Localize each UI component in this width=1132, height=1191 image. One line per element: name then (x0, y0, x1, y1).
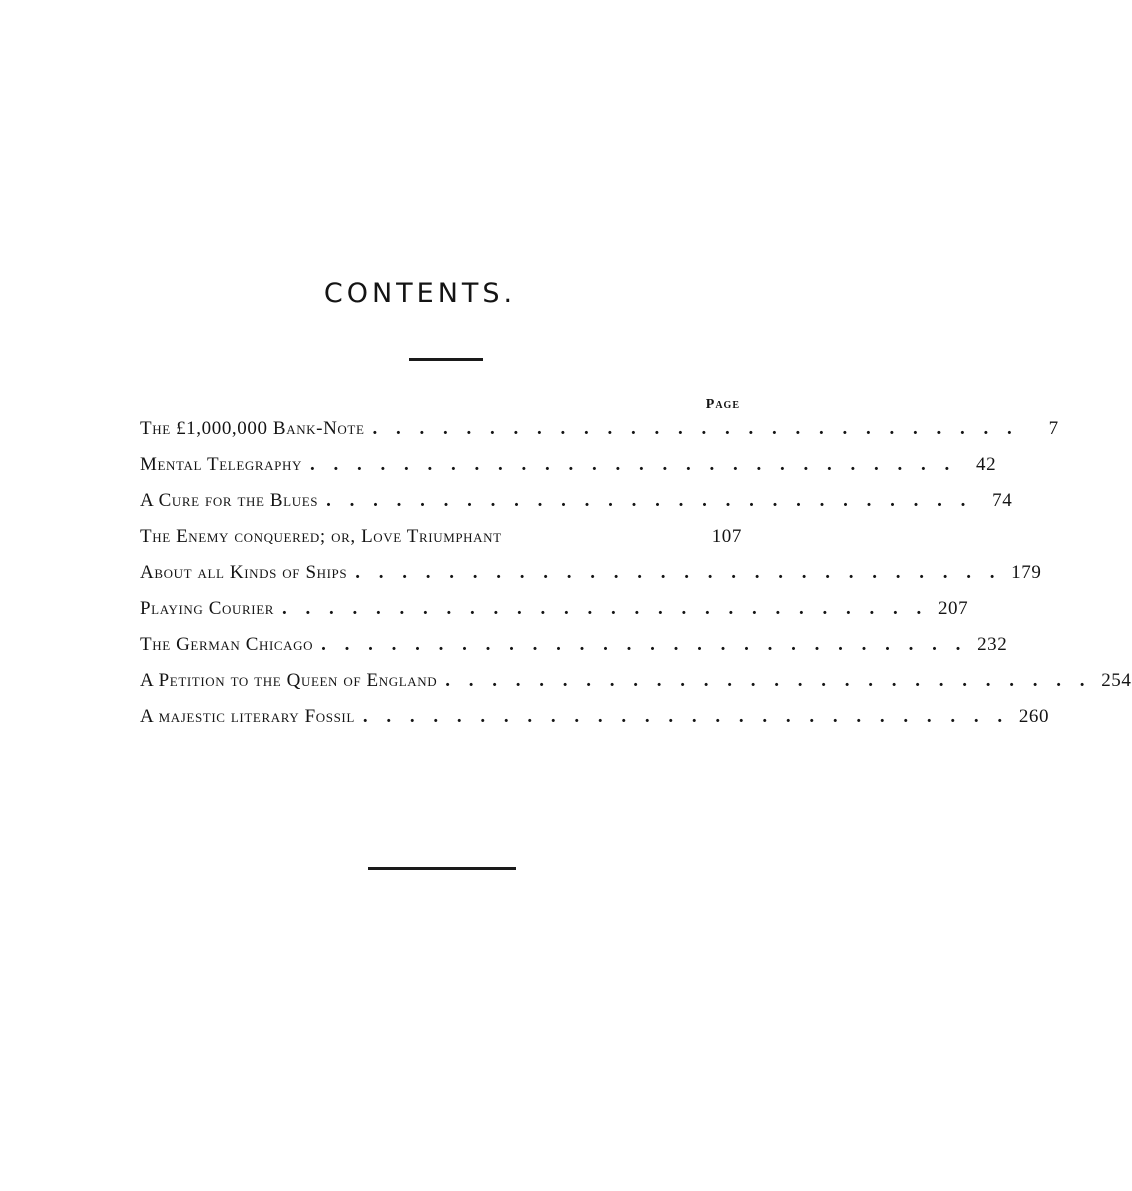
toc-entry-page: 42 (976, 454, 997, 475)
toc-entry-page: 7 (1048, 418, 1059, 439)
toc-entry-title: A majestic literary Fossil (140, 706, 355, 727)
toc-entry-page: 207 (937, 598, 969, 619)
toc-entry-title: About all Kinds of Ships (140, 562, 348, 583)
toc-entry-title: Playing Courier (140, 598, 275, 619)
toc-entry[interactable] (140, 562, 1042, 598)
divider-top (409, 358, 483, 361)
toc-entry-page: 260 (1018, 706, 1050, 727)
toc-entry[interactable] (140, 634, 1008, 670)
dot-leader: . . . . . . . . . . . . . . . . . . . . . . . . . . . . (321, 634, 968, 655)
page-title: CONTENTS. (323, 278, 517, 309)
dot-leader: . . . . . . . . . . . . . . . . . . . . . . . . . . . . (326, 490, 973, 511)
toc-entry[interactable] (140, 454, 997, 490)
toc-entry[interactable] (140, 670, 1132, 706)
toc-entry[interactable] (140, 526, 742, 562)
toc-entry-title: Mental Telegraphy (140, 454, 302, 475)
toc-entry-page: 254 (1101, 670, 1132, 691)
toc-entry-title: The Enemy conquered; or, Love Triumphant (140, 526, 502, 547)
toc-entry[interactable] (140, 598, 969, 634)
dot-leader: . . . . . . . . . . . . . . . . . . . . . . . . . . . . (355, 562, 1002, 583)
dot-leader: . . . . . . . . . . . . . . . . . . . . . . . . . . . . (282, 598, 929, 619)
toc-entry-page: 179 (1011, 562, 1042, 583)
toc-entry[interactable] (140, 418, 1059, 454)
toc-entry-title: A Cure for the Blues (140, 490, 319, 511)
dot-leader: . . . . . . . . . . . . . . . . . . . . . . . . . . . . (362, 706, 1010, 727)
toc-entry-page: 74 (992, 490, 1013, 511)
page-column-label: Page (705, 397, 740, 412)
toc-entry-title: The German Chicago (140, 634, 314, 655)
table-of-contents (140, 418, 1132, 742)
toc-entry-page: 107 (711, 526, 742, 547)
divider-bottom (368, 867, 516, 870)
dot-leader: . . . . . . . . . . . . . . . . . . . . . . . . . . . . (309, 454, 957, 475)
toc-entry[interactable] (140, 490, 1013, 526)
toc-entry-title: The £1,000,000 Bank-Note (140, 418, 365, 439)
dot-leader: . . . . . . . . . . . . . . . . . . . . . . . . . . . . (372, 418, 1019, 439)
toc-entry-title: A Petition to the Queen of England (140, 670, 438, 691)
toc-entry-page: 232 (977, 634, 1008, 655)
toc-entry[interactable] (140, 706, 1050, 742)
dot-leader: . . . . . . . . . . . . . . . . . . . . . . . . . . . . (445, 670, 1092, 691)
